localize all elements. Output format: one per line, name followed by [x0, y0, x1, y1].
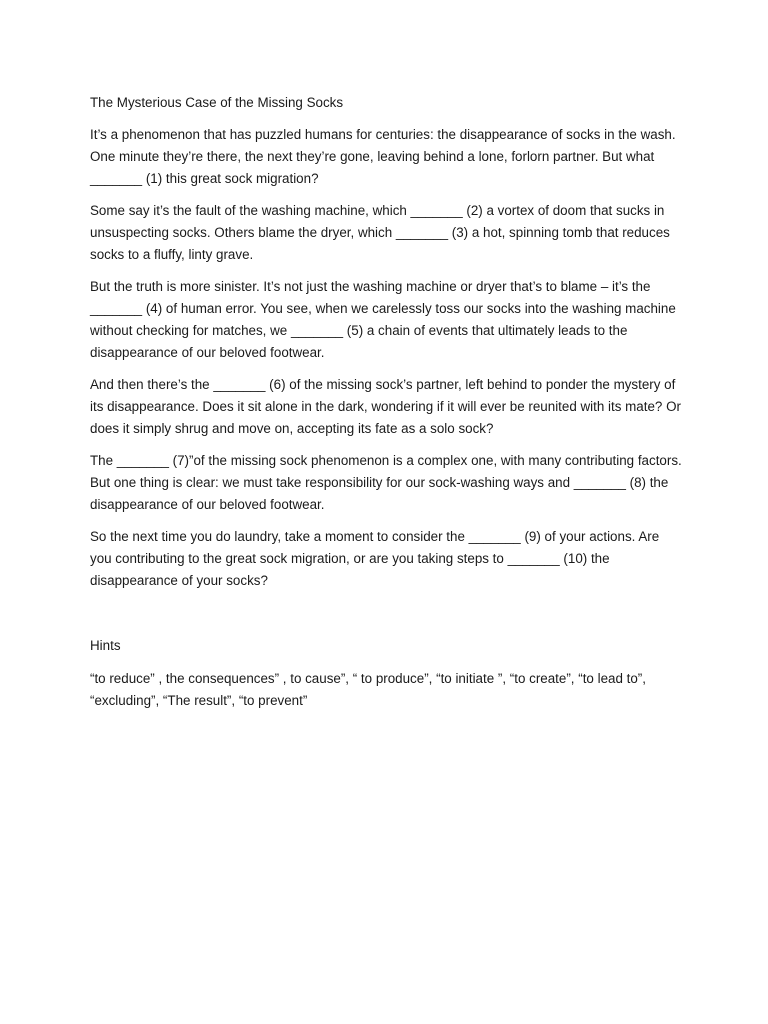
paragraph-4: And then there’s the _______ (6) of the missing sock’s partner, left behind to ponder the mystery of its disappearance. Does it sit alone in the dark, wondering if it will ever be reunited with its mate? Or does it simply shrug and move on, accepting its fate as a solo sock?: [90, 377, 681, 436]
paragraph-1: It’s a phenomenon that has puzzled humans for centuries: the disappearance of socks in the wash. One minute they’re there, the next they’re gone, leaving behind a lone, forlorn partner. But what _______ (1) this great sock migration?: [90, 127, 676, 186]
document-page: [90, 93, 682, 712]
paragraph-3: But the truth is more sinister. It’s not just the washing machine or dryer that’s to blame – it’s the _______ (4) of human error. You see, when we carelessly toss our socks into the washing machine without checking for matches, we _______ (5) a chain of events that ultimately leads to the disappearance of our beloved footwear.: [90, 279, 676, 360]
hints-heading: Hints: [90, 638, 121, 653]
paragraph-5: The _______ (7)”of the missing sock phenomenon is a complex one, with many contributing factors. But one thing is clear: we must take responsibility for our sock-washing ways and _______ (8) the disappearance of our beloved footwear.: [90, 453, 682, 512]
paragraph-6: So the next time you do laundry, take a moment to consider the _______ (9) of your actions. Are you contributing to the great sock migration, or are you taking steps to _______ (10) the disappearance of your socks?: [90, 529, 660, 588]
paragraph-2: Some say it’s the fault of the washing machine, which _______ (2) a vortex of doom that sucks in unsuspecting socks. Others blame the dryer, which _______ (3) a hot, spinning tomb that reduces socks to a fluffy, linty grave.: [90, 203, 670, 262]
hints-list: “to reduce” , the consequences” , to cause”, “ to produce”, “to initiate ”, “to create”, “to lead to”, “excluding”, “The result”, “to prevent”: [90, 671, 646, 708]
document-title: The Mysterious Case of the Missing Socks: [90, 95, 344, 110]
